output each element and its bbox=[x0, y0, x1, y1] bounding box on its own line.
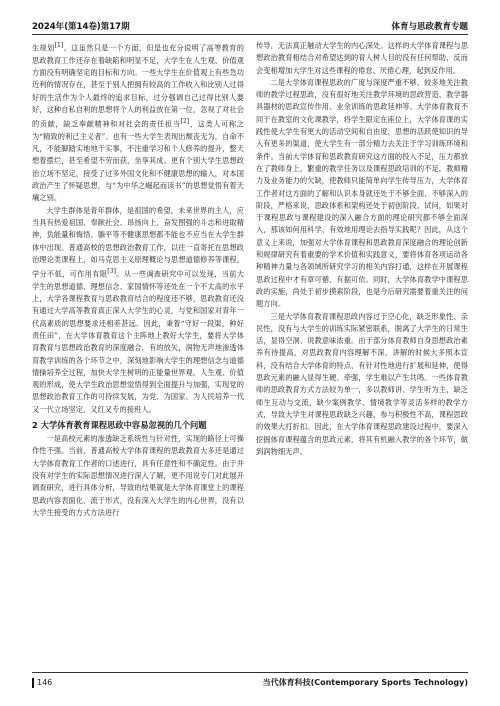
right-column bbox=[256, 40, 468, 662]
issue-label: 2024年(第14卷)第17期 bbox=[32, 22, 130, 32]
page-marker-bar bbox=[32, 678, 34, 688]
paragraph: 传导，无法真正触动大学生的内心深处。这样的大学体育课程与思想政治教育相结合对希望达到的育人树人目的没有任何帮助，反而会变相增加大学生对这些课程的倦怠、厌倦心理，起到反作用。 bbox=[256, 41, 468, 75]
page-header bbox=[32, 14, 468, 32]
header-divider bbox=[32, 34, 468, 35]
journal-name: 当代体育科技(Contemporary Sports Technology) bbox=[262, 678, 468, 687]
paragraph: 三是大学体育教育课程思政内容过于空心化，缺乏形象性、亲民性，没有与大学生的训练实际紧密联系，脱离了大学生的日常生活，显得空洞、说教意味浓重。由于部分体育教师自身思想政治素养有待提高，对思政教育内容理解不深，讲解的时候大多照本宣科，没有结合大学体育的特点、有针对性地进行扩展和延伸，使得思政元素的融入显得生硬、牵强，学生难以产生共鸣。一些体育教师的思政教育方式方法较为单一，多以教师讲、学生听为主，缺乏师生互动与交流，缺少案例教学、情境教学等灵活多样的教学方式，导致大学生对课程思政缺乏兴趣，参与积极性不高，课程思政的效果大打折扣。因此，在大学体育课程思政建设过程中，要深入挖掘体育课程蕴含的思政元素，将其有机融入教学的各个环节，做到润物细无声。 bbox=[256, 311, 468, 456]
page-number bbox=[32, 678, 52, 688]
paragraph: 二是大学体育课程思政的广度与深度严重不够。较多地关注教师的教学过程思政，没有很好地关注教学环境的思政营造、教学器具器材的思政宣传作用、业余训练的思政延伸等。大学体育教育不同于在教室的文化课教学，将学生限定在座位上，大学体育课的实践性使大学生有更大的活动空间和自由度，思想的活跃使知识的导入有更多的渠道，使大学生有一部分精力去关注于学习训练环境和条件。当前大学体育和思政教育研究这方面的投入不足，压力都放在了教师身上，繁重的教学任务以及课程思政培训的不足，教师精力及业务能力的欠缺，使教师只能简单向学生传导压力，大学体育工作者对这方面的了解和认识本身就还处于不够全面、不够深入的阶段，严格来说，思政体系和架构还处于初创阶段。试问，如果对于课程思政与课程建设的深入融合方面的理论研究都不够全面深入，那该如何用科学、有效地用理论去指导实践呢？因此，从这个意义上来说，加强对大学体育课程和思政教育深度融合的理论创新和规律研究有着重要的学术价值和实践意义，要将体育各项运动各种精神力量与各领域所研究学习的相关内容打通，这样在开展课程思政过程中才有章可循、有据可依。同时，大学体育教学中课程思政的实施，尚处于初步摸索阶段，也是今后研究需要着重关注的问题方向。 bbox=[256, 77, 468, 309]
page-footer bbox=[32, 672, 468, 688]
article-body bbox=[32, 40, 468, 662]
paragraph: 生规划[1]。这虽然只是一个方面，但是也充分说明了高等教育的思政教育工作还存在着缺陷和明显不足，大学生在人生观、价值观方面没有明确坚定的目标和方向。一些大学生在价值观上有些急功近利的情况存在，甚至于别人把拥有较高的工作收入和比别人过得好的生活作为个人最终的追求目标，过分强调自己过得比别人要好，这种自私自利的思想将个人的利益放在第一位，忽视了对社会的贡献，缺乏奉献精神和对社会的责任担当[2]，这类人可称之为“精致的利己主义者”。也有一些大学生表现出颓丧无为，自命不凡，不能脚踏实地地干实事，不注重学习和个人修养的提升，整天想着摆烂，甚至希望不劳而获，坐享其成。更有个别大学生思想政治立场不坚定，接受了过多外国文化和不健康思想的输入，对本国政治产生了怀疑思想，与“为中华之崛起而读书”的思想觉悟有着天壤之别。 bbox=[32, 42, 244, 203]
paragraph: 一是高校元素的渗透缺乏系统性与针对性，实现的路径上可操作性不强。当前，普通高校大学体育课程的思政教育大多还是通过大学体育教育工作者的口述进行，具有任意性和不确定性。由于并没有对学生的实际思想情况进行深入了解，更不用说专门对此展开调查研究，进行具体分析，导致的结果就是大学体育课堂上的课程思政内容表面化、流于形式，没有深入大学生的内心世界，没有以大学生接受的方式方法进行 bbox=[32, 434, 244, 517]
left-column bbox=[32, 40, 244, 662]
section-heading: 2 大学体育教育课程思政中容易忽视的几个问题 bbox=[32, 420, 207, 431]
paragraph: 大学生群体是青年群体，是祖国的希望，未来世界的主人，应当具有热爱祖国、奉献社会、昂扬向上、奋发图强的斗志和进取精神，负能量和悔悟、躺平等不健康思想都不能也不应当在大学生群体中出现。普通高校的思想政治教育工作，以往一直寄托在思想政治理论类课程上，如马克思主义原理概论与思想道德修养等课程，学分不低，可作用有限[3]。从一些调查研究中可以发现，当前大学生的思想道德、理想信念、家国情怀等还处在一个不太高的水平上，大学各课程教育与思政教育结合的程度还不够，思政教育还没有通过大学高等教育真正深入大学生的心灵，与党和国家对青年一代高素质的思想要求还相差甚远。因此，秉着“守好一段渠，种好责任田”，在大学体育教育这个主阵地上教好大学生，要将大学体育教育与思想政治教育的深度融合，有的放矢，润物无声地渗透体育教学训练的各个环节之中，深刻地影响大学生的理想信念与道德情操培养全过程，加快大学生树明的正能量世界观、人生观、价值观的形成，使大学生政治思想觉悟得到全面提升与加强，实现党的思想政治教育工作的可持续发展，为党、为国家、为人民培养一代又一代立场坚定、又红又专的接班人。 bbox=[32, 205, 244, 414]
section-label: 体育与思政教育专题 bbox=[391, 22, 468, 32]
page-number-text: 146 bbox=[37, 678, 53, 687]
